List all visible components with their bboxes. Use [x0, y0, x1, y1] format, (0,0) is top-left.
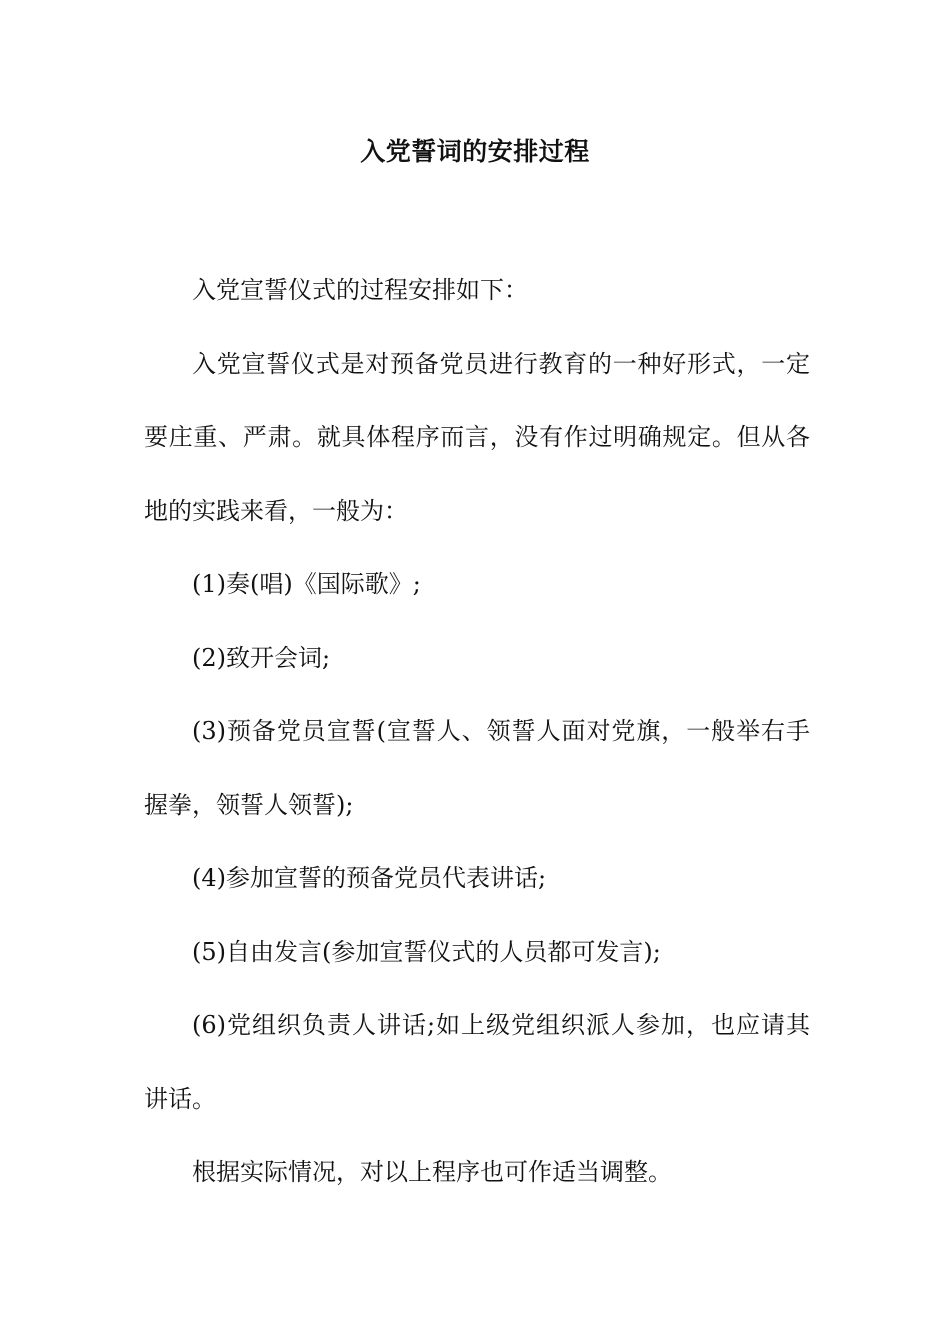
step-5: (5)自由发言(参加宣誓仪式的人员都可发言); [192, 937, 661, 966]
paragraph-intro: 入党宣誓仪式的过程安排如下： [192, 276, 528, 304]
paragraph-closing: 根据实际情况，对以上程序也可作适当调整。 [192, 1158, 672, 1186]
step-1: (1)奏(唱)《国际歌》; [192, 570, 421, 598]
paragraph-description: 入党宣誓仪式是对预备党员进行教育的一种好形式，一定要庄重、严肃。就具体程序而言，没有作过明确规定。但从各地的实践来看，一般为： [144, 349, 810, 525]
step-4: (4)参加宣誓的预备党员代表讲话; [192, 864, 547, 892]
step-2: (2)致开会词; [192, 643, 331, 672]
document-title: 入党誓词的安排过程 [360, 137, 590, 166]
step-6: (6)党组织负责人讲话;如上级党组织派人参加，也应请其讲话。 [144, 1011, 810, 1113]
document-body [144, 254, 810, 1210]
step-3: (3)预备党员宣誓(宣誓人、领誓人面对党旗，一般举右手握拳，领誓人领誓); [144, 717, 810, 819]
